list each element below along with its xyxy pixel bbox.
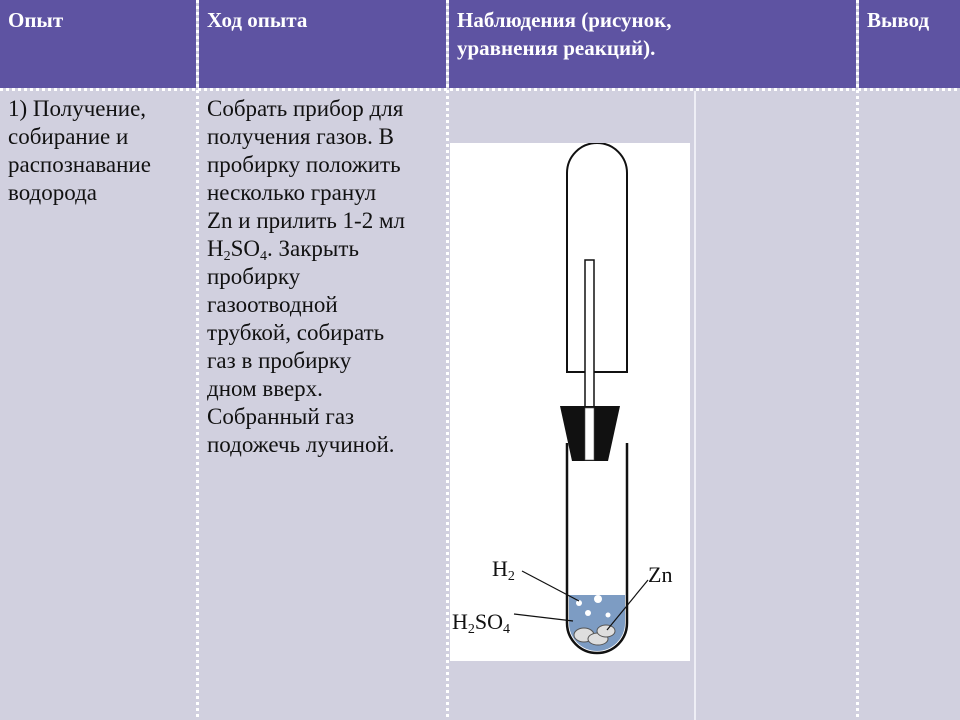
- zinc-granule: [597, 625, 615, 637]
- column-divider: [856, 0, 859, 720]
- column-divider: [196, 0, 199, 720]
- procedure-line: пробирку: [207, 264, 301, 289]
- procedure-line: получения газов. В: [207, 124, 394, 149]
- procedure-line: газ в пробирку: [207, 348, 352, 373]
- label-h2so4-so: SO: [474, 609, 504, 634]
- hydrogen-bubble: [585, 610, 591, 616]
- label-h2so4-sub2: 4: [503, 622, 511, 637]
- header-observations: [449, 0, 856, 88]
- label-h2so4-h: H: [452, 609, 468, 634]
- header-observations-line1: Наблюдения (рисунок,: [457, 8, 672, 32]
- apparatus-figure: [450, 143, 690, 661]
- hydrogen-bubble: [594, 595, 602, 603]
- label-h2so4-sub1: 2: [467, 622, 475, 637]
- column-divider: [446, 0, 449, 720]
- procedure-line: Собрать прибор для: [207, 96, 404, 121]
- experiment-line: водорода: [8, 180, 97, 205]
- hydrogen-bubble: [606, 613, 611, 618]
- leader-line-h2so4: [514, 614, 573, 621]
- formula-h: H: [207, 236, 224, 261]
- label-zn: Zn: [648, 562, 673, 587]
- procedure-line: газоотводной: [207, 292, 338, 317]
- label-h2-text: H: [492, 556, 508, 581]
- label-h2-sub: 2: [507, 569, 515, 584]
- stopper-tube-hole: [585, 408, 594, 460]
- procedure-line: Собранный газ: [207, 404, 355, 429]
- label-h2: [492, 556, 515, 584]
- formula-tail: . Закрыть: [267, 236, 359, 261]
- cell-procedure: [199, 91, 446, 720]
- header-procedure: Ход опыта: [199, 0, 446, 88]
- header-divider: [0, 88, 960, 91]
- procedure-line: дном вверх.: [207, 376, 323, 401]
- procedure-line: пробирку положить: [207, 152, 401, 177]
- formula-so: SO: [230, 236, 261, 261]
- procedure-line: Zn и прилить 1-2 мл: [207, 208, 405, 233]
- procedure-line: трубкой, собирать: [207, 320, 385, 345]
- procedure-line: несколько гранул: [207, 180, 377, 205]
- cell-experiment: [0, 91, 196, 720]
- label-h2so4: [452, 609, 511, 637]
- formula-so-sub: 4: [260, 249, 268, 264]
- observations-inner-divider: [694, 91, 696, 720]
- header-observations-line2: уравнения реакций).: [457, 36, 656, 60]
- procedure-line: подожечь лучиной.: [207, 432, 395, 457]
- experiment-line: собирание и: [8, 124, 129, 149]
- collecting-tube: [567, 143, 627, 372]
- cell-observations-text: [696, 91, 856, 720]
- formula-h-sub: 2: [223, 249, 231, 264]
- experiment-line: 1) Получение,: [8, 96, 147, 121]
- experiment-line: распознавание: [8, 152, 151, 177]
- header-experiment: Опыт: [0, 0, 196, 88]
- procedure-formula-line: [207, 235, 438, 263]
- cell-conclusion: [859, 91, 960, 720]
- header-conclusion: Вывод: [859, 0, 960, 88]
